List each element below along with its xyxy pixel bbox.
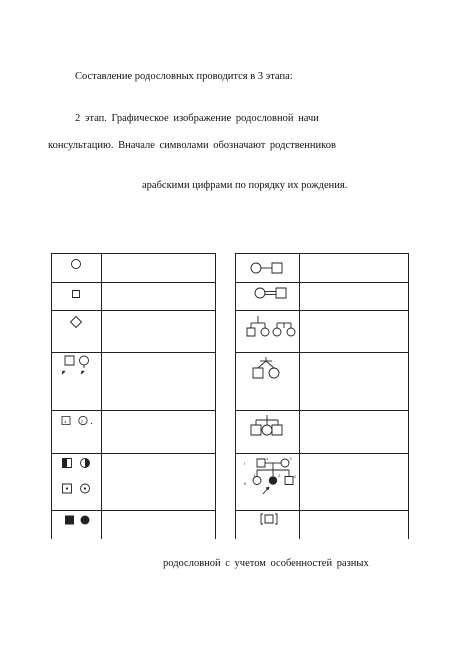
sex-unknown-diamond-icon (69, 315, 83, 329)
svg-text:II: II (244, 481, 247, 486)
svg-text:2: 2 (81, 418, 84, 424)
consanguineous-marriage-icon (253, 286, 289, 300)
bottom-line: родословной с учетом особенностей разных (163, 558, 369, 569)
female-circle-icon (70, 258, 82, 270)
svg-text:1: 1 (253, 473, 256, 478)
dizygotic-twins-icon (251, 355, 283, 381)
stage-2-line: 2 этап. Графическое изображение родословной начи (75, 113, 319, 124)
svg-text:I: I (244, 461, 246, 466)
adopted-icon (259, 512, 279, 526)
male-square-icon (70, 288, 82, 300)
consultation-line: консультацию. Вначале символами обозначают родственников (48, 140, 336, 151)
svg-text:4: 4 (64, 419, 67, 424)
svg-text:1: 1 (266, 456, 269, 461)
monozygotic-twins-icon (250, 413, 286, 437)
carrier-icons (60, 456, 94, 498)
affected-icons (60, 513, 94, 527)
svg-text:3: 3 (293, 474, 296, 479)
intro-line: Составление родословных проводится в 3 этапа: (75, 71, 293, 82)
svg-text:2: 2 (289, 456, 292, 461)
svg-text:2: 2 (278, 473, 281, 478)
numbering-line: арабскими цифрами по порядку их рождения. (142, 180, 348, 191)
pedigree-example-icon (243, 455, 297, 507)
numbered-siblings-icon (60, 414, 96, 428)
marriage-icon (249, 261, 285, 275)
sibship-icon (245, 314, 297, 342)
proband-arrow-icon (60, 354, 94, 376)
